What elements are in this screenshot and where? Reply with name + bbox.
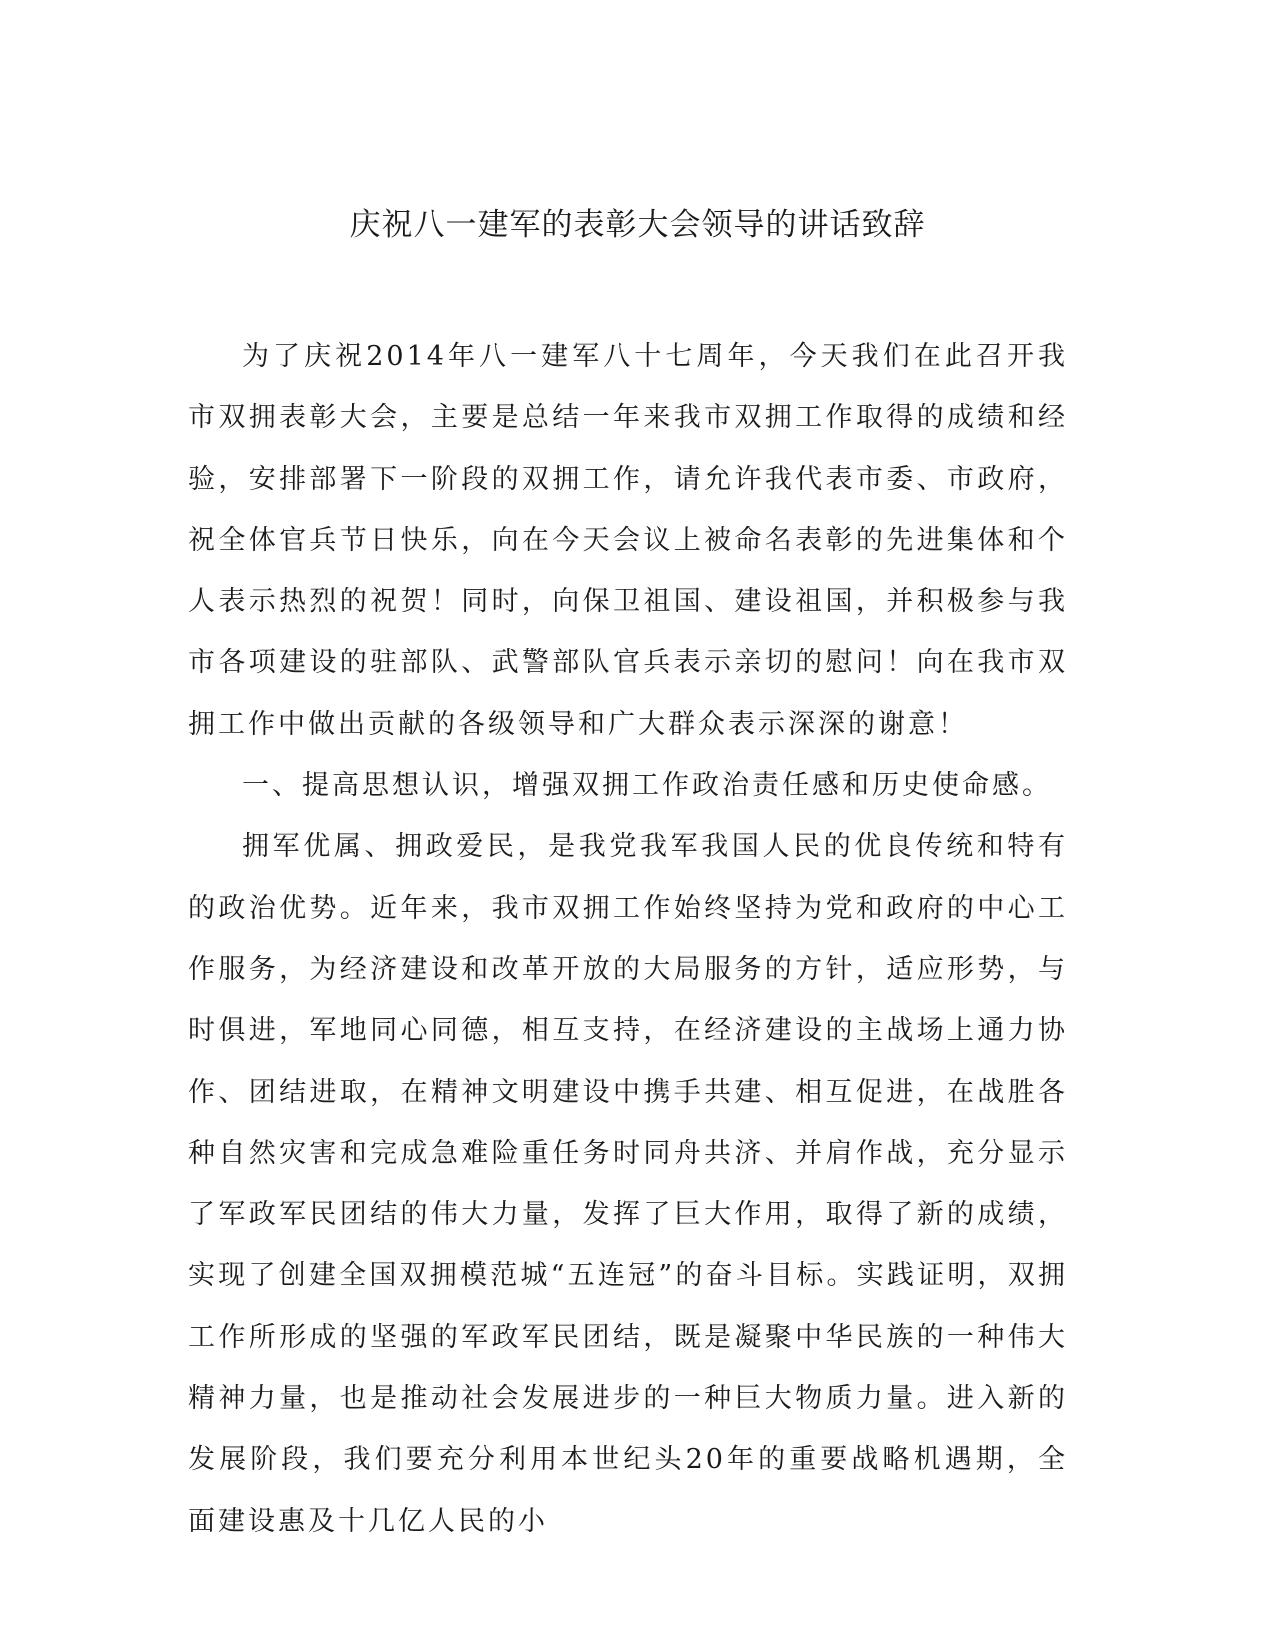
paragraph-section-one: 拥军优属、拥政爱民，是我党我军我国人民的优良传统和特有的政治优势。近年来，我市双拥工作始终坚持为党和政府的中心工作服务，为经济建设和改革开放的大局服务的方针，适应形势，与时俱进，军地同心同德，相互支持，在经济建设的主战场上通力协作、团结进取，在精神文明建设中携手共建、相互促进，在战胜各种自然灾害和完成急难险重任务时同舟共济、并肩作战，充分显示了军政军民团结的伟大力量，发挥了巨大作用，取得了新的成绩，实现了创建全国双拥模范城“五连冠”的奋斗目标。实践证明，双拥工作所形成的坚强的军政军民团结，既是凝聚中华民族的一种伟大精神力量，也是推动社会发展进步的一种巨大物质力量。进入新的发展阶段，我们要充分利用本世纪头20年的重要战略机遇期，全面建设惠及十几亿人民的小 <box>188 831 1068 1537</box>
document-body <box>188 326 1068 1552</box>
section-heading-one: 一、提高思想认识，增强双拥工作政治责任感和历史使命感。 <box>242 770 1052 802</box>
document-title: 庆祝八一建军的表彰大会领导的讲话致辞 <box>349 207 926 243</box>
paragraph-opening: 为了庆祝2014年八一建军八十七周年，今天我们在此召开我市双拥表彰大会，主要是总结一年来我市双拥工作取得的成绩和经验，安排部署下一阶段的双拥工作，请允许我代表市委、市政府，祝全体官兵节日快乐，向在今天会议上被命名表彰的先进集体和个人表示热烈的祝贺！同时，向保卫祖国、建设祖国，并积极参与我市各项建设的驻部队、武警部队官兵表示亲切的慰问！向在我市双拥工作中做出贡献的各级领导和广大群众表示深深的谢意！ <box>188 341 1068 740</box>
